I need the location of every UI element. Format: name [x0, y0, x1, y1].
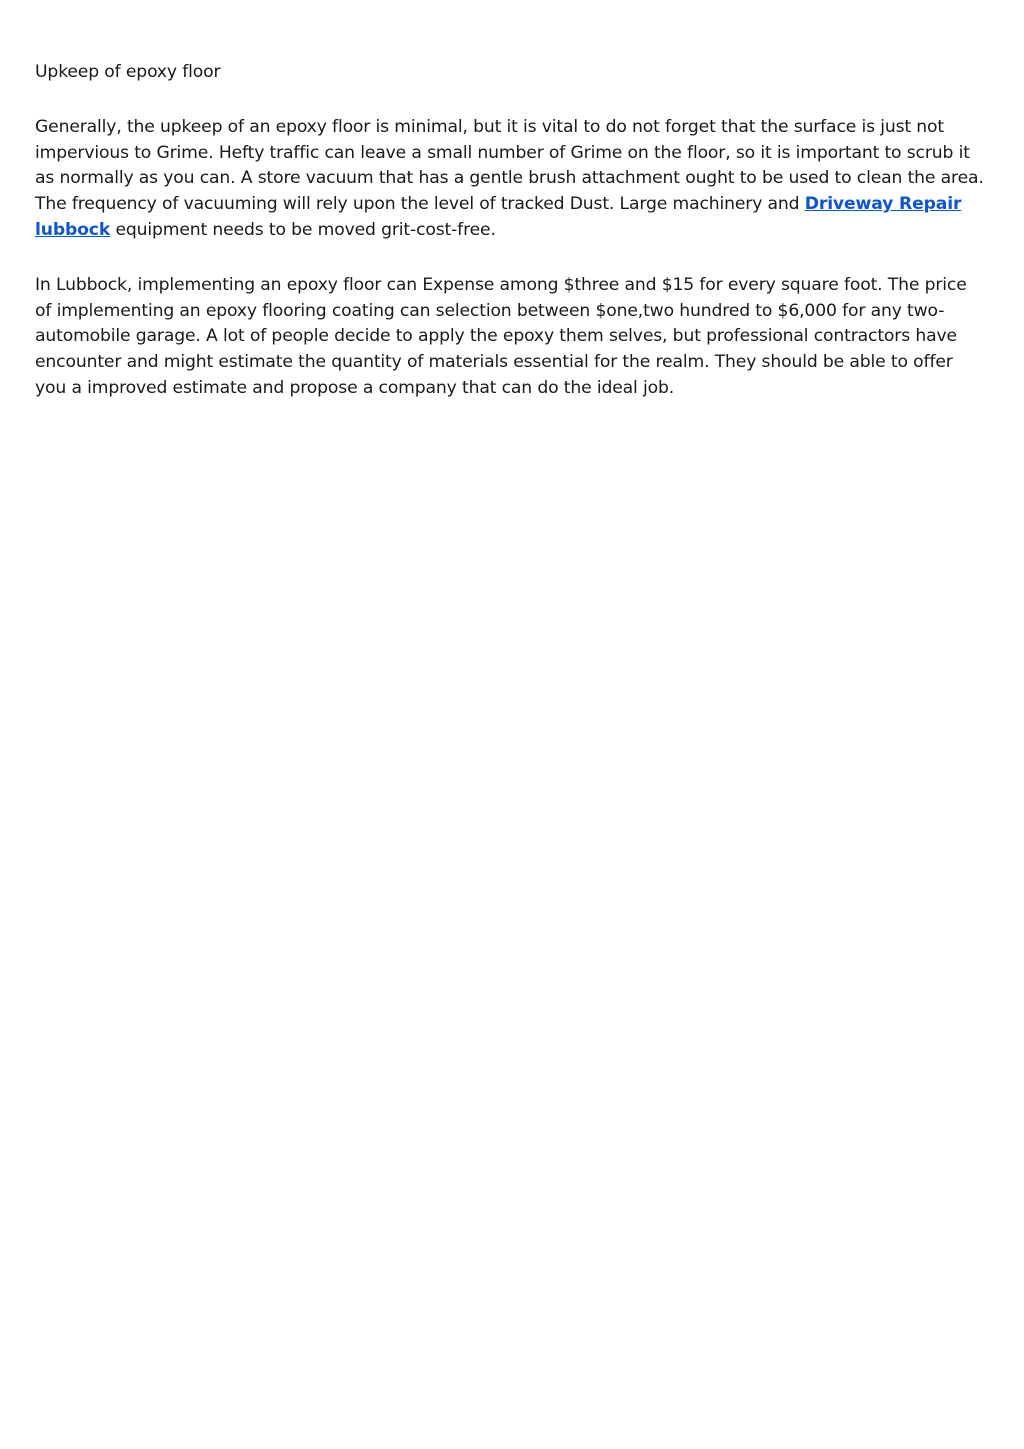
paragraph-cost: In Lubbock, implementing an epoxy floor can Expense among $three and $15 for every square foot. The price of implementing an epoxy flooring coating can selection between $one,two hundred to $6,000 for any two-automobile garage. A lot of people decide to apply the epoxy them selves, but professional contractors have encounter and might estimate the quantity of materials essential for the realm. They should be able to offer you a improved estimate and propose a company that can do the ideal job.: [35, 274, 967, 398]
driveway-repair-link[interactable]: Driveway Repair lubbock: [35, 194, 962, 240]
paragraph-maintenance-tail: equipment needs to be moved grit-cost-free.: [110, 219, 496, 240]
paragraph-maintenance: [35, 115, 985, 244]
paragraph-maintenance-text: Generally, the upkeep of an epoxy floor is minimal, but it is vital to do not forget that the surface is just not impervious to Grime. Hefty traffic can leave a small number of Grime on the floor, so it is important to scrub it as normally as you can. A store vacuum that has a gentle brush attachment ought to be used to clean the area. The frequency of vacuuming will rely upon the level of tracked Dust. Large machinery and: [35, 116, 984, 215]
document-heading: Upkeep of epoxy floor: [35, 62, 221, 82]
document-body: [35, 60, 985, 431]
